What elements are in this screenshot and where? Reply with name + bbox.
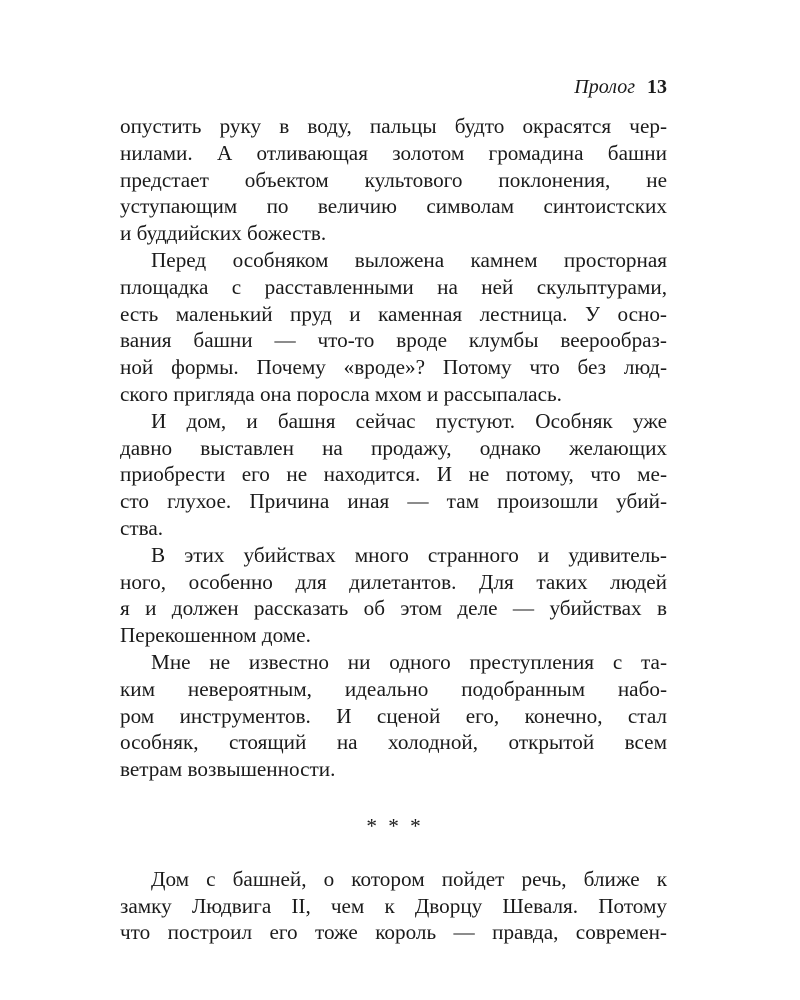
section-title: Пролог	[574, 76, 635, 98]
body-text	[120, 113, 667, 946]
running-head	[574, 74, 667, 100]
text-line: Перед особняком выложена камнем просторная	[151, 247, 667, 272]
text-line: особняк, стоящий на холодной, открытой всем	[120, 730, 667, 755]
text-line: Дом с башней, о котором пойдет речь, ближе к	[151, 866, 667, 891]
text-line: ного, особенно для дилетантов. Для таких людей	[120, 569, 667, 594]
text-line: Перекошенном доме.	[120, 623, 311, 648]
text-line: предстает объектом культового поклонения, не	[120, 167, 667, 192]
text-line: сто глухое. Причина иная — там произошли убий-	[120, 489, 667, 514]
text-line: ства.	[120, 515, 164, 540]
paragraph	[120, 866, 667, 946]
text-line: И дом, и башня сейчас пустуют. Особняк уже	[151, 408, 667, 433]
section-separator: * * *	[366, 813, 421, 838]
text-line: уступающим по величию символам синтоистских	[120, 194, 667, 219]
text-line: приобрести его не находится. И не потому, что ме-	[120, 462, 667, 487]
text-line: нилами. А отливающая золотом громадина башни	[120, 140, 667, 165]
text-line: Мне не известно ни одного преступления с та-	[151, 649, 667, 674]
text-line: ром инструментов. И сценой его, конечно, стал	[120, 703, 667, 728]
paragraph	[120, 649, 667, 783]
page-number: 13	[647, 76, 667, 98]
text-line: я и должен рассказать об этом деле — убийствах в	[120, 596, 667, 621]
text-line: замку Людвига II, чем к Дворцу Шеваля. Потому	[120, 893, 667, 918]
text-line: ной формы. Почему «вроде»? Потому что без люд-	[120, 355, 667, 380]
paragraph	[120, 408, 667, 542]
paragraph	[120, 542, 667, 649]
text-line: ветрам возвышенности.	[120, 757, 336, 782]
text-line: и буддийских божеств.	[120, 221, 327, 246]
text-line: есть маленький пруд и каменная лестница. У осно-	[120, 301, 667, 326]
text-line: что построил его тоже король — правда, современ-	[120, 920, 667, 945]
text-line: В этих убийствах много странного и удивитель-	[151, 542, 667, 567]
text-line: давно выставлен на продажу, однако желающих	[120, 435, 667, 460]
text-line: ким невероятным, идеально подобранным набо-	[120, 676, 667, 701]
text-line: опустить руку в воду, пальцы будто окрасятся чер-	[120, 114, 667, 138]
paragraph	[120, 113, 667, 247]
text-line: площадка с расставленными на ней скульптурами,	[120, 274, 667, 299]
paragraph	[120, 247, 667, 408]
text-line: ского пригляда она поросла мхом и рассыпалась.	[120, 381, 562, 406]
text-line: вания башни — что-то вроде клумбы веерообраз-	[120, 328, 667, 353]
